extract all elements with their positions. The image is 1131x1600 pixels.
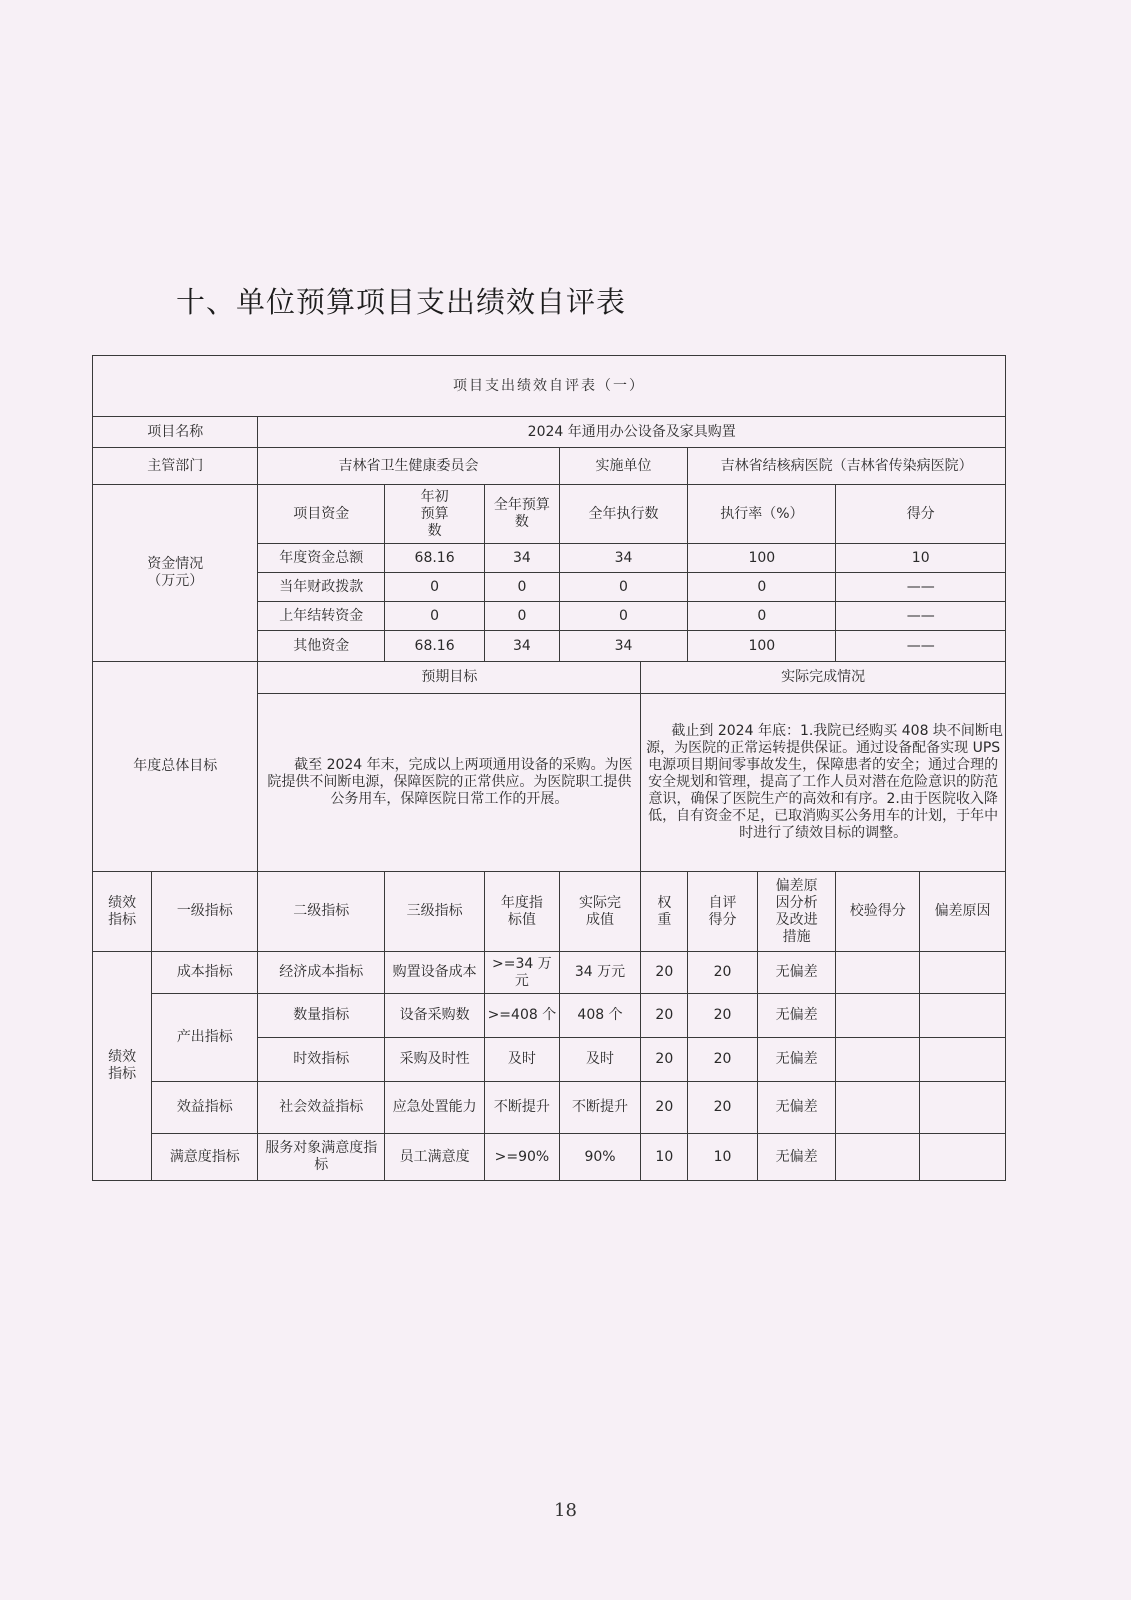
funds-header: 项目资金 <box>258 485 385 544</box>
weight: 20 <box>641 1082 688 1134</box>
annual-goal-label: 年度总体目标 <box>93 662 258 872</box>
indicator-header: 自评得分 <box>688 872 757 952</box>
actual-value: 408 个 <box>559 994 641 1038</box>
self-score: 20 <box>688 994 757 1038</box>
funds-cell: 34 <box>485 544 560 573</box>
table-title-row <box>93 356 1006 417</box>
level2-indicator: 数量指标 <box>258 994 385 1038</box>
project-name-row <box>93 417 1006 448</box>
performance-table <box>92 355 1006 1181</box>
deviation-analysis: 无偏差 <box>757 952 836 994</box>
funds-cell: 年度资金总额 <box>258 544 385 573</box>
actual-completion-text: 截止到 2024 年底：1.我院已经购买 408 块不间断电源，为医院的正常运转提供保证。通过设备配备实现 UPS 电源项目期间零事故发生，保障患者的安全；通过合理的安全规划和管理，提高了工作人员对潜在危险意识的防范意识，确保了医院生产的高效和有序。2.由于医院收入降低，自有资金不足，已取消购买公务用车的计划，于年中时进行了绩效目标的调整。 <box>641 694 1006 872</box>
indicator-header: 一级指标 <box>152 872 258 952</box>
verified-score <box>836 1082 920 1134</box>
dept-label: 主管部门 <box>93 448 258 485</box>
level2-indicator: 社会效益指标 <box>258 1082 385 1134</box>
funds-cell: 0 <box>385 602 485 631</box>
weight: 20 <box>641 952 688 994</box>
deviation-reason <box>920 952 1006 994</box>
funds-cell: 0 <box>485 602 560 631</box>
project-name-value: 2024 年通用办公设备及家具购置 <box>258 417 1006 448</box>
funds-label: 资金情况（万元） <box>93 485 258 662</box>
funds-cell: 0 <box>485 573 560 602</box>
dept-value: 吉林省卫生健康委员会 <box>258 448 559 485</box>
level2-indicator: 经济成本指标 <box>258 952 385 994</box>
deviation-analysis: 无偏差 <box>757 1082 836 1134</box>
funds-cell: 100 <box>688 544 836 573</box>
funds-cell: 100 <box>688 631 836 662</box>
level1-indicator: 效益指标 <box>152 1082 258 1134</box>
deviation-analysis: 无偏差 <box>757 1134 836 1181</box>
department-row <box>93 448 1006 485</box>
funds-header: 得分 <box>836 485 1006 544</box>
funds-cell: 当年财政拨款 <box>258 573 385 602</box>
verified-score <box>836 1134 920 1181</box>
funds-cell: 上年结转资金 <box>258 602 385 631</box>
weight: 10 <box>641 1134 688 1181</box>
funds-cell: —— <box>836 602 1006 631</box>
funds-cell: 0 <box>688 573 836 602</box>
funds-header: 全年预算数 <box>485 485 560 544</box>
funds-cell: 0 <box>385 573 485 602</box>
target-value: >=90% <box>485 1134 560 1181</box>
indicator-header: 偏差原因 <box>920 872 1006 952</box>
actual-value: 90% <box>559 1134 641 1181</box>
indicator-header: 权重 <box>641 872 688 952</box>
level3-indicator: 员工满意度 <box>385 1134 485 1181</box>
funds-cell: —— <box>836 631 1006 662</box>
level3-indicator: 采购及时性 <box>385 1038 485 1082</box>
actual-completion-label: 实际完成情况 <box>641 662 1006 694</box>
verified-score <box>836 1038 920 1082</box>
expected-goal-text: 截至 2024 年末，完成以上两项通用设备的采购。为医院提供不间断电源，保障医院的正常供应。为医院职工提供公务用车，保障医院日常工作的开展。 <box>258 694 641 872</box>
indicator-header: 绩效指标 <box>93 872 152 952</box>
table-title: 项目支出绩效自评表（一） <box>93 356 1006 417</box>
indicator-row <box>93 952 1006 994</box>
goals-header-row <box>93 662 1006 694</box>
weight: 20 <box>641 1038 688 1082</box>
indicator-header: 实际完成值 <box>559 872 641 952</box>
funds-header: 执行率（%） <box>688 485 836 544</box>
impl-unit-label: 实施单位 <box>559 448 688 485</box>
target-value: >=408 个 <box>485 994 560 1038</box>
indicator-header: 校验得分 <box>836 872 920 952</box>
level3-indicator: 设备采购数 <box>385 994 485 1038</box>
funds-header: 全年执行数 <box>559 485 688 544</box>
indicator-header: 三级指标 <box>385 872 485 952</box>
level1-indicator: 成本指标 <box>152 952 258 994</box>
funds-cell: 34 <box>559 544 688 573</box>
indicator-row <box>93 994 1006 1038</box>
page-number: 18 <box>554 1500 577 1521</box>
funds-header: 年初预算数 <box>385 485 485 544</box>
level1-indicator: 满意度指标 <box>152 1134 258 1181</box>
funds-cell: 0 <box>559 573 688 602</box>
funds-header-row <box>93 485 1006 544</box>
level2-indicator: 服务对象满意度指标 <box>258 1134 385 1181</box>
target-value: 不断提升 <box>485 1082 560 1134</box>
deviation-reason <box>920 1134 1006 1181</box>
funds-cell: 其他资金 <box>258 631 385 662</box>
verified-score <box>836 994 920 1038</box>
funds-cell: 0 <box>688 602 836 631</box>
deviation-reason <box>920 994 1006 1038</box>
indicator-header-row <box>93 872 1006 952</box>
self-score: 20 <box>688 1082 757 1134</box>
actual-value: 及时 <box>559 1038 641 1082</box>
impl-unit-value: 吉林省结核病医院（吉林省传染病医院） <box>688 448 1006 485</box>
funds-cell: 10 <box>836 544 1006 573</box>
deviation-reason <box>920 1038 1006 1082</box>
funds-cell: 0 <box>559 602 688 631</box>
verified-score <box>836 952 920 994</box>
funds-cell: 34 <box>485 631 560 662</box>
project-name-label: 项目名称 <box>93 417 258 448</box>
funds-cell: —— <box>836 573 1006 602</box>
deviation-analysis: 无偏差 <box>757 1038 836 1082</box>
target-value: >=34 万元 <box>485 952 560 994</box>
indicator-header: 偏差原因分析及改进措施 <box>757 872 836 952</box>
funds-cell: 68.16 <box>385 631 485 662</box>
actual-value: 不断提升 <box>559 1082 641 1134</box>
self-score: 20 <box>688 1038 757 1082</box>
level2-indicator: 时效指标 <box>258 1038 385 1082</box>
actual-value: 34 万元 <box>559 952 641 994</box>
weight: 20 <box>641 994 688 1038</box>
indicator-row <box>93 1134 1006 1181</box>
indicator-header: 二级指标 <box>258 872 385 952</box>
funds-cell: 68.16 <box>385 544 485 573</box>
self-score: 20 <box>688 952 757 994</box>
indicator-row <box>93 1082 1006 1134</box>
level3-indicator: 购置设备成本 <box>385 952 485 994</box>
target-value: 及时 <box>485 1038 560 1082</box>
indicator-group-label: 绩效指标 <box>93 952 152 1181</box>
expected-goal-label: 预期目标 <box>258 662 641 694</box>
level3-indicator: 应急处置能力 <box>385 1082 485 1134</box>
level1-indicator: 产出指标 <box>152 994 258 1082</box>
section-heading: 十、单位预算项目支出绩效自评表 <box>176 285 627 319</box>
deviation-reason <box>920 1082 1006 1134</box>
self-score: 10 <box>688 1134 757 1181</box>
deviation-analysis: 无偏差 <box>757 994 836 1038</box>
funds-cell: 34 <box>559 631 688 662</box>
indicator-header: 年度指标值 <box>485 872 560 952</box>
